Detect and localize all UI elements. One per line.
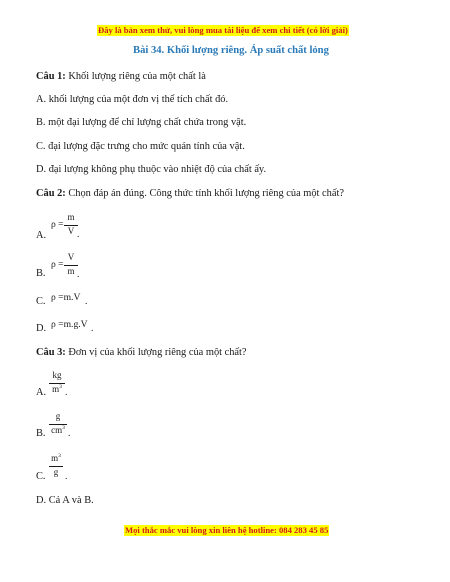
q1-option-b: B. một đại lượng để chỉ lượng chất chứa trong vật. <box>36 117 247 128</box>
q2-option-a-end: . <box>77 229 80 240</box>
q1-option-a: A. khối lượng của một đơn vị thể tích chất đó. <box>36 94 229 105</box>
q3-option-b-end: . <box>68 428 71 439</box>
q2-option-c-label: C. <box>36 296 46 307</box>
question-1-label: Câu 1: <box>36 71 66 82</box>
q2-option-b-denominator: m <box>67 266 75 276</box>
q2-option-a-rho: ρ = <box>51 219 64 230</box>
q2-option-d-end: . <box>91 323 94 334</box>
q2-option-a-label: A. <box>36 230 47 241</box>
q3-option-c-fraction <box>49 453 63 481</box>
q2-option-a-numerator: m <box>67 212 75 222</box>
q2-option-a-denominator: V <box>67 226 75 236</box>
q2-option-c-end: . <box>85 296 88 307</box>
page-title: Bài 34. Khối lượng riêng. Áp suất chất lỏng <box>133 45 329 56</box>
question-1-text: Khối lượng riêng của một chất là <box>68 71 206 82</box>
q3-option-b-denominator: $cm^3$ <box>51 425 65 435</box>
q3-option-c-numerator: $m^3$ <box>51 453 61 463</box>
q2-option-b-label: B. <box>36 268 46 279</box>
q2-option-b-fraction <box>64 252 78 280</box>
preview-notice-banner: Đây là bản xem thử, vui lòng mua tài liệu để xem chi tiết (có lời giải) <box>98 25 348 35</box>
question-3-text: Đơn vị của khối lượng riêng của một chất? <box>68 347 247 358</box>
q2-option-c-expr: ρ =m.V <box>51 292 81 303</box>
question-3 <box>36 347 247 358</box>
q3-option-a-end: . <box>65 387 68 398</box>
q2-option-b-rho: ρ = <box>51 259 64 270</box>
q3-option-a-denominator: $m^3$ <box>52 384 62 394</box>
q3-option-b-fraction <box>49 411 67 439</box>
question-3-label: Câu 3: <box>36 347 66 358</box>
q2-option-d-expr: ρ =m.g.V <box>51 319 88 330</box>
q3-option-a-numerator: kg <box>52 370 62 380</box>
q2-option-d-label: D. <box>36 323 47 334</box>
q2-option-b-end: . <box>77 269 80 280</box>
question-2-label: Câu 2: <box>36 188 66 199</box>
q3-option-c-end: . <box>65 471 68 482</box>
q3-option-c-denominator: g <box>53 467 59 477</box>
question-1 <box>36 71 206 82</box>
q3-option-d: D. Cả A và B. <box>36 495 94 506</box>
hotline-footer-banner: Mọi thắc mắc vui lòng xin liên hệ hotline: 084 283 45 85 <box>125 525 329 535</box>
q1-option-c: C. đại lượng đặc trưng cho mức quán tính của vật. <box>36 141 245 152</box>
question-2-text: Chọn đáp án đúng. Công thức tính khối lượng riêng của một chất? <box>68 188 344 199</box>
q3-option-c-label: C. <box>36 471 46 482</box>
q3-option-a-label: A. <box>36 387 47 398</box>
q1-option-d: D. đại lượng không phụ thuộc vào nhiệt độ của chất ấy. <box>36 164 267 175</box>
q3-option-a-fraction <box>49 370 68 398</box>
q3-option-b-label: B. <box>36 428 46 439</box>
question-2 <box>36 188 344 199</box>
q2-option-b-numerator: V <box>67 252 75 262</box>
q3-option-b-numerator: g <box>55 411 61 421</box>
q2-option-a-fraction <box>64 212 78 240</box>
